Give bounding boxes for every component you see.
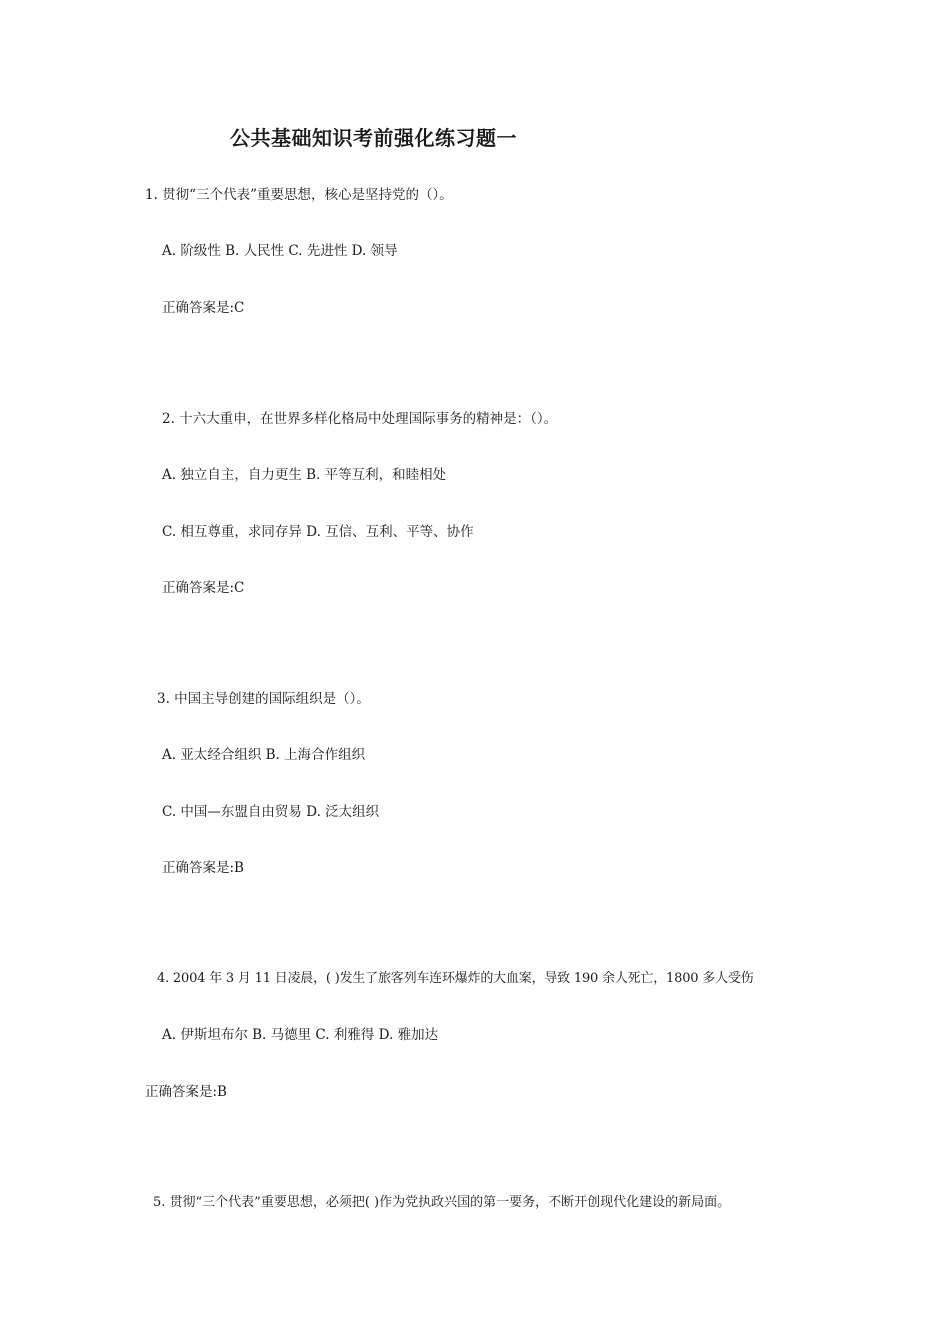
question-1-stem: 1. 贯彻“三个代表”重要思想，核心是坚持党的（）。 — [145, 187, 453, 203]
question-4-answer: 正确答案是:B — [145, 1084, 227, 1100]
question-3-options-row-2: C. 中国—东盟自由贸易 D. 泛太组织 — [162, 804, 380, 820]
question-2-options-row-1: A. 独立自主，自力更生 B. 平等互利，和睦相处 — [162, 467, 447, 483]
question-2-options-row-2: C. 相互尊重，求同存异 D. 互信、互利、平等、协作 — [162, 524, 474, 540]
question-3-stem: 3. 中国主导创建的国际组织是（）。 — [157, 691, 370, 707]
question-2-answer: 正确答案是:C — [162, 580, 245, 596]
question-5-stem: 5. 贯彻“三个代表”重要思想，必须把( )作为党执政兴国的第一要务，不断开创现代化建设的新局面。 — [153, 1195, 731, 1210]
question-2-stem: 2. 十六大重申，在世界多样化格局中处理国际事务的精神是：（）。 — [162, 411, 558, 427]
question-3-options-row-1: A. 亚太经合组织 B. 上海合作组织 — [162, 747, 366, 763]
document-title: 公共基础知识考前强化练习题一 — [230, 126, 517, 150]
question-1-answer: 正确答案是:C — [162, 300, 245, 316]
question-3-answer: 正确答案是:B — [162, 860, 244, 876]
question-4-stem: 4. 2004 年 3 月 11 日凌晨，( )发生了旅客列车连环爆炸的大血案，导致 190 余人死亡，1800 多人受伤 — [157, 971, 754, 986]
question-4-options: A. 伊斯坦布尔 B. 马德里 C. 利雅得 D. 雅加达 — [162, 1027, 439, 1043]
question-1-options: A. 阶级性 B. 人民性 C. 先进性 D. 领导 — [162, 243, 398, 259]
